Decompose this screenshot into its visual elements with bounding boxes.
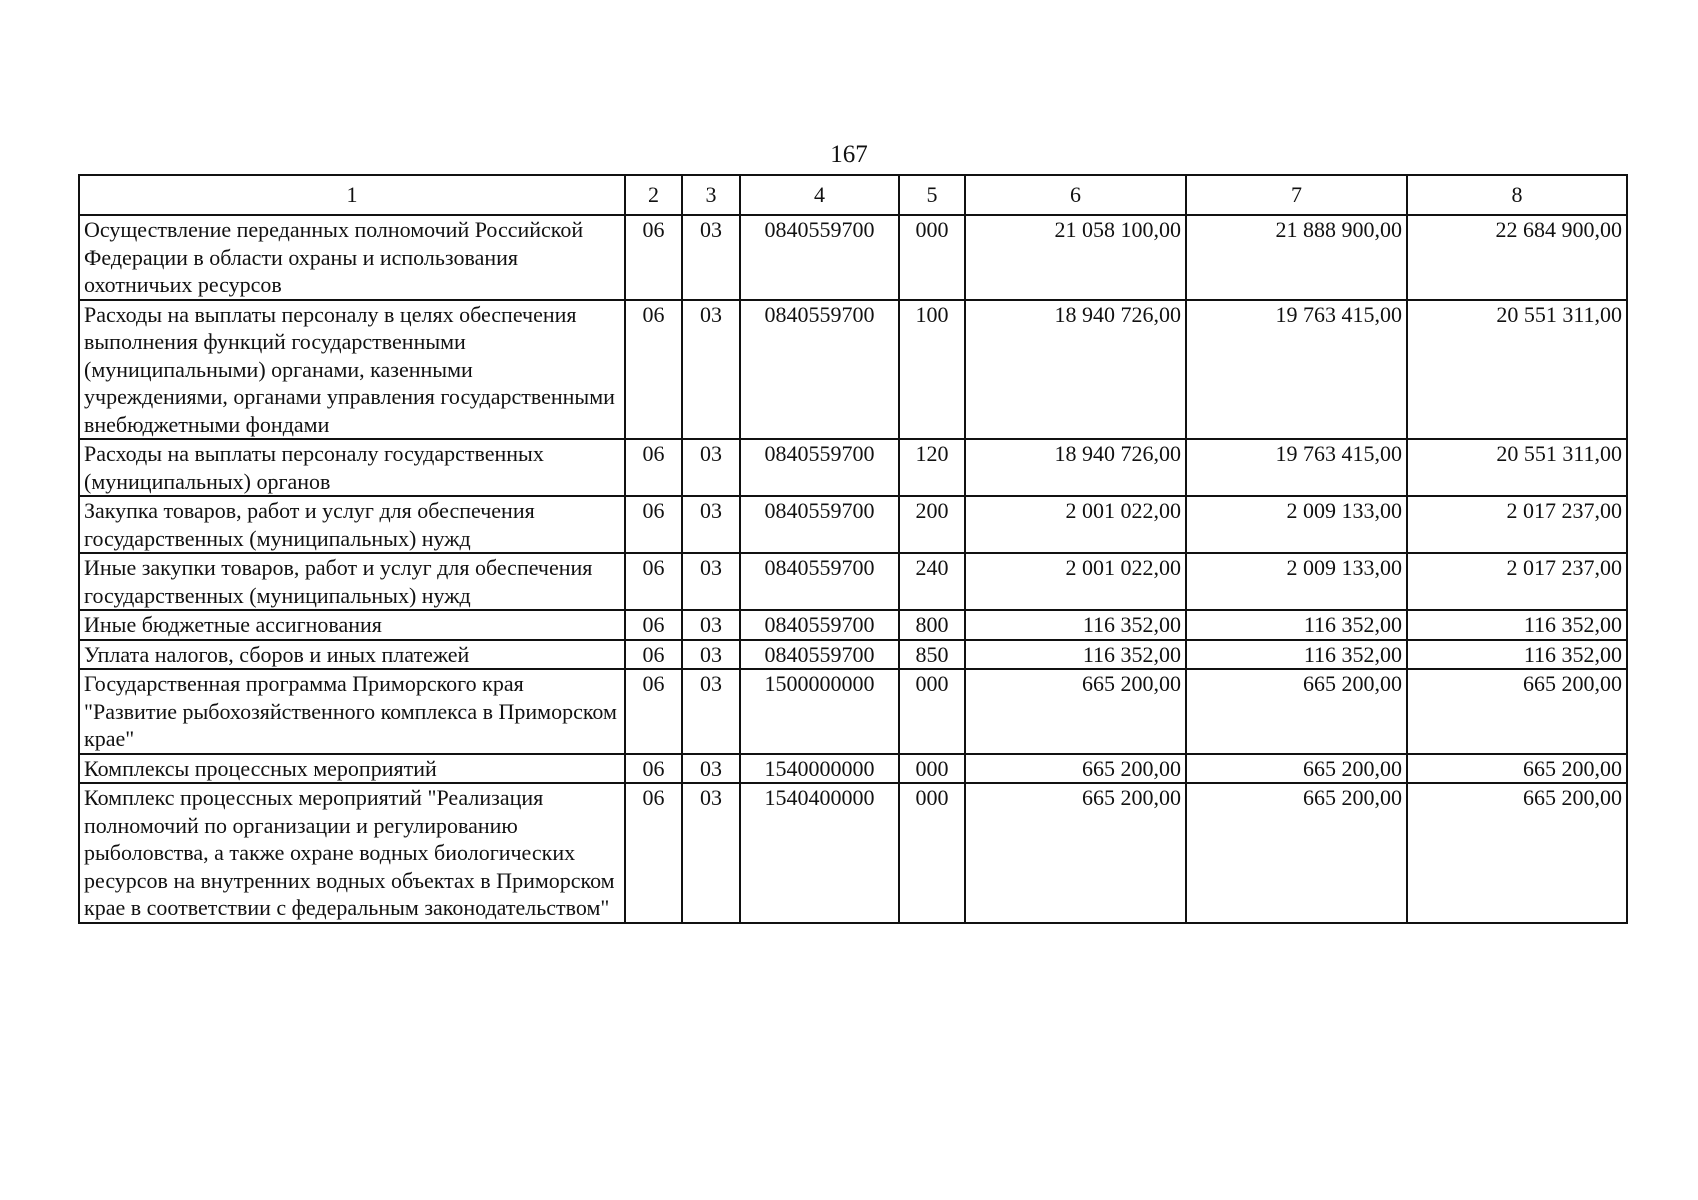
table-body bbox=[79, 215, 1627, 923]
row-amount-col7: 665 200,00 bbox=[1186, 754, 1407, 784]
row-amount-col8: 665 200,00 bbox=[1407, 754, 1627, 784]
row-expense-type: 000 bbox=[899, 783, 965, 923]
row-amount-col7: 2 009 133,00 bbox=[1186, 496, 1407, 553]
row-description: Иные закупки товаров, работ и услуг для обеспечения государственных (муниципальных) нужд bbox=[79, 553, 625, 610]
row-amount-col8: 2 017 237,00 bbox=[1407, 553, 1627, 610]
row-description: Государственная программа Приморского края "Развитие рыбохозяйственного комплекса в Приморском крае" bbox=[79, 669, 625, 754]
table-row bbox=[79, 215, 1627, 300]
row-amount-col6: 18 940 726,00 bbox=[965, 300, 1186, 440]
row-description: Закупка товаров, работ и услуг для обеспечения государственных (муниципальных) нужд bbox=[79, 496, 625, 553]
header-col-3: 3 bbox=[682, 175, 740, 215]
row-target-code: 0840559700 bbox=[740, 215, 899, 300]
row-amount-col6: 665 200,00 bbox=[965, 783, 1186, 923]
row-amount-col8: 116 352,00 bbox=[1407, 610, 1627, 640]
row-subsection: 03 bbox=[682, 439, 740, 496]
row-amount-col8: 665 200,00 bbox=[1407, 783, 1627, 923]
row-expense-type: 200 bbox=[899, 496, 965, 553]
row-subsection: 03 bbox=[682, 610, 740, 640]
table-row bbox=[79, 300, 1627, 440]
row-amount-col7: 19 763 415,00 bbox=[1186, 439, 1407, 496]
table-row bbox=[79, 669, 1627, 754]
row-description: Расходы на выплаты персоналу в целях обеспечения выполнения функций государственными (муниципальными) органами, казенными учреждениями, органами управления государственными внебюджетными фондами bbox=[79, 300, 625, 440]
table-row bbox=[79, 610, 1627, 640]
row-subsection: 03 bbox=[682, 300, 740, 440]
row-expense-type: 800 bbox=[899, 610, 965, 640]
table-header bbox=[79, 175, 1627, 215]
row-section: 06 bbox=[625, 300, 682, 440]
row-expense-type: 000 bbox=[899, 754, 965, 784]
row-target-code: 1540000000 bbox=[740, 754, 899, 784]
row-amount-col6: 665 200,00 bbox=[965, 669, 1186, 754]
row-section: 06 bbox=[625, 754, 682, 784]
row-expense-type: 850 bbox=[899, 640, 965, 670]
row-target-code: 0840559700 bbox=[740, 640, 899, 670]
row-amount-col7: 665 200,00 bbox=[1186, 783, 1407, 923]
row-description: Комплексы процессных мероприятий bbox=[79, 754, 625, 784]
header-col-8: 8 bbox=[1407, 175, 1627, 215]
row-target-code: 0840559700 bbox=[740, 496, 899, 553]
row-amount-col8: 116 352,00 bbox=[1407, 640, 1627, 670]
row-amount-col8: 20 551 311,00 bbox=[1407, 300, 1627, 440]
row-section: 06 bbox=[625, 553, 682, 610]
table-row bbox=[79, 754, 1627, 784]
row-amount-col8: 665 200,00 bbox=[1407, 669, 1627, 754]
row-expense-type: 240 bbox=[899, 553, 965, 610]
header-col-7: 7 bbox=[1186, 175, 1407, 215]
header-col-2: 2 bbox=[625, 175, 682, 215]
row-amount-col6: 116 352,00 bbox=[965, 640, 1186, 670]
row-amount-col8: 22 684 900,00 bbox=[1407, 215, 1627, 300]
row-subsection: 03 bbox=[682, 553, 740, 610]
row-expense-type: 000 bbox=[899, 215, 965, 300]
row-amount-col7: 116 352,00 bbox=[1186, 610, 1407, 640]
row-amount-col6: 116 352,00 bbox=[965, 610, 1186, 640]
row-subsection: 03 bbox=[682, 640, 740, 670]
row-target-code: 0840559700 bbox=[740, 300, 899, 440]
row-subsection: 03 bbox=[682, 215, 740, 300]
row-amount-col6: 665 200,00 bbox=[965, 754, 1186, 784]
row-expense-type: 100 bbox=[899, 300, 965, 440]
row-amount-col7: 116 352,00 bbox=[1186, 640, 1407, 670]
row-expense-type: 000 bbox=[899, 669, 965, 754]
row-amount-col6: 2 001 022,00 bbox=[965, 553, 1186, 610]
row-target-code: 1540400000 bbox=[740, 783, 899, 923]
row-description: Осуществление переданных полномочий Российской Федерации в области охраны и использования охотничьих ресурсов bbox=[79, 215, 625, 300]
row-description: Расходы на выплаты персоналу государственных (муниципальных) органов bbox=[79, 439, 625, 496]
row-amount-col6: 2 001 022,00 bbox=[965, 496, 1186, 553]
row-subsection: 03 bbox=[682, 669, 740, 754]
table-row bbox=[79, 553, 1627, 610]
row-description: Комплекс процессных мероприятий "Реализация полномочий по организации и регулированию рыболовства, а также охране водных биологических ресурсов на внутренних водных объектах в Приморском крае в соответствии с федеральным законодательством" bbox=[79, 783, 625, 923]
row-amount-col7: 665 200,00 bbox=[1186, 669, 1407, 754]
row-subsection: 03 bbox=[682, 496, 740, 553]
row-description: Уплата налогов, сборов и иных платежей bbox=[79, 640, 625, 670]
row-amount-col6: 18 940 726,00 bbox=[965, 439, 1186, 496]
row-section: 06 bbox=[625, 215, 682, 300]
row-section: 06 bbox=[625, 640, 682, 670]
table-row bbox=[79, 496, 1627, 553]
header-col-5: 5 bbox=[899, 175, 965, 215]
page-number: 167 bbox=[830, 141, 868, 168]
row-amount-col7: 21 888 900,00 bbox=[1186, 215, 1407, 300]
row-amount-col8: 2 017 237,00 bbox=[1407, 496, 1627, 553]
row-expense-type: 120 bbox=[899, 439, 965, 496]
row-target-code: 0840559700 bbox=[740, 610, 899, 640]
row-amount-col6: 21 058 100,00 bbox=[965, 215, 1186, 300]
budget-table bbox=[78, 174, 1628, 924]
row-section: 06 bbox=[625, 669, 682, 754]
header-col-4: 4 bbox=[740, 175, 899, 215]
header-row bbox=[79, 175, 1627, 215]
table-row bbox=[79, 439, 1627, 496]
table-row bbox=[79, 783, 1627, 923]
header-col-6: 6 bbox=[965, 175, 1186, 215]
row-description: Иные бюджетные ассигнования bbox=[79, 610, 625, 640]
row-amount-col7: 2 009 133,00 bbox=[1186, 553, 1407, 610]
row-target-code: 0840559700 bbox=[740, 553, 899, 610]
row-section: 06 bbox=[625, 783, 682, 923]
header-col-1: 1 bbox=[79, 175, 625, 215]
row-amount-col7: 19 763 415,00 bbox=[1186, 300, 1407, 440]
row-section: 06 bbox=[625, 496, 682, 553]
row-section: 06 bbox=[625, 610, 682, 640]
row-target-code: 1500000000 bbox=[740, 669, 899, 754]
row-subsection: 03 bbox=[682, 783, 740, 923]
table-row bbox=[79, 640, 1627, 670]
row-section: 06 bbox=[625, 439, 682, 496]
row-subsection: 03 bbox=[682, 754, 740, 784]
row-amount-col8: 20 551 311,00 bbox=[1407, 439, 1627, 496]
row-target-code: 0840559700 bbox=[740, 439, 899, 496]
